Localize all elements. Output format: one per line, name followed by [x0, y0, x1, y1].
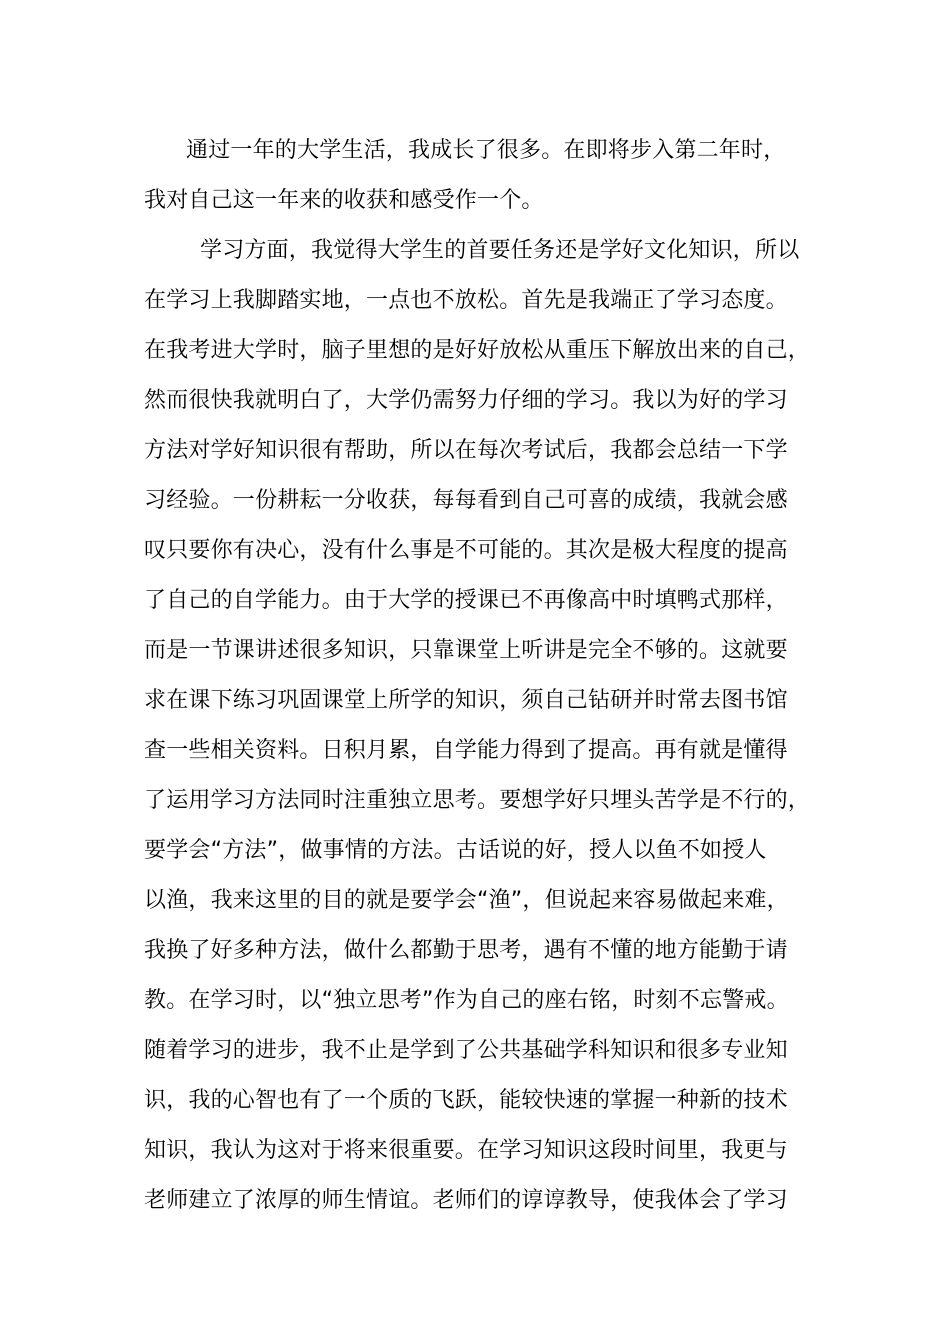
text-line: 知识，我认为这对于将来很重要。在学习知识这段时间里，我更与 [144, 1138, 788, 1163]
text-line: 以渔，我来这里的目的就是要学会“渔”，但说起来容易做起来难， [144, 888, 789, 913]
text-line: 随着学习的进步，我不止是学到了公共基础学科知识和很多专业知 [144, 1038, 788, 1063]
text-line: 了自己的自学能力。由于大学的授课已不再像高中时填鸭式那样， [144, 588, 788, 613]
text-line: 而是一节课讲述很多知识，只靠课堂上听讲是完全不够的。这就要 [144, 638, 788, 663]
text-line: 学习方面，我觉得大学生的首要任务还是学好文化知识，所以 [200, 238, 800, 263]
text-line: 我对自己这一年来的收获和感受作一个。 [144, 188, 544, 213]
text-line: 识，我的心智也有了一个质的飞跃，能较快速的掌握一种新的技术 [144, 1088, 788, 1113]
text-line: 在学习上我脚踏实地，一点也不放松。首先是我端正了学习态度。 [144, 288, 788, 313]
text-line: 要学会“方法”，做事情的方法。古话说的好，授人以鱼不如授人 [144, 838, 767, 863]
text-line: 然而很快我就明白了，大学仍需努力仔细的学习。我以为好的学习 [144, 388, 788, 413]
text-line: 老师建立了浓厚的师生情谊。老师们的谆谆教导，使我体会了学习 [144, 1188, 788, 1213]
text-line: 通过一年的大学生活，我成长了很多。在即将步入第二年时， [186, 138, 786, 163]
text-line: 求在课下练习巩固课堂上所学的知识，须自己钻研并时常去图书馆 [144, 688, 788, 713]
text-line: 方法对学好知识很有帮助，所以在每次考试后，我都会总结一下学 [144, 438, 788, 463]
text-line: 了运用学习方法同时注重独立思考。要想学好只埋头苦学是不行的， [144, 788, 811, 813]
text-line: 我换了好多种方法，做什么都勤于思考，遇有不懂的地方能勤于请 [144, 938, 788, 963]
text-line: 教。在学习时，以“独立思考”作为自己的座右铭，时刻不忘警戒。 [144, 988, 789, 1013]
text-line: 习经验。一份耕耘一分收获，每每看到自己可喜的成绩，我就会感 [144, 488, 788, 513]
text-line: 在我考进大学时，脑子里想的是好好放松从重压下解放出来的自己， [144, 338, 811, 363]
text-line: 查一些相关资料。日积月累，自学能力得到了提高。再有就是懂得 [144, 738, 788, 763]
text-line: 叹只要你有决心，没有什么事是不可能的。其次是极大程度的提高 [144, 538, 788, 563]
